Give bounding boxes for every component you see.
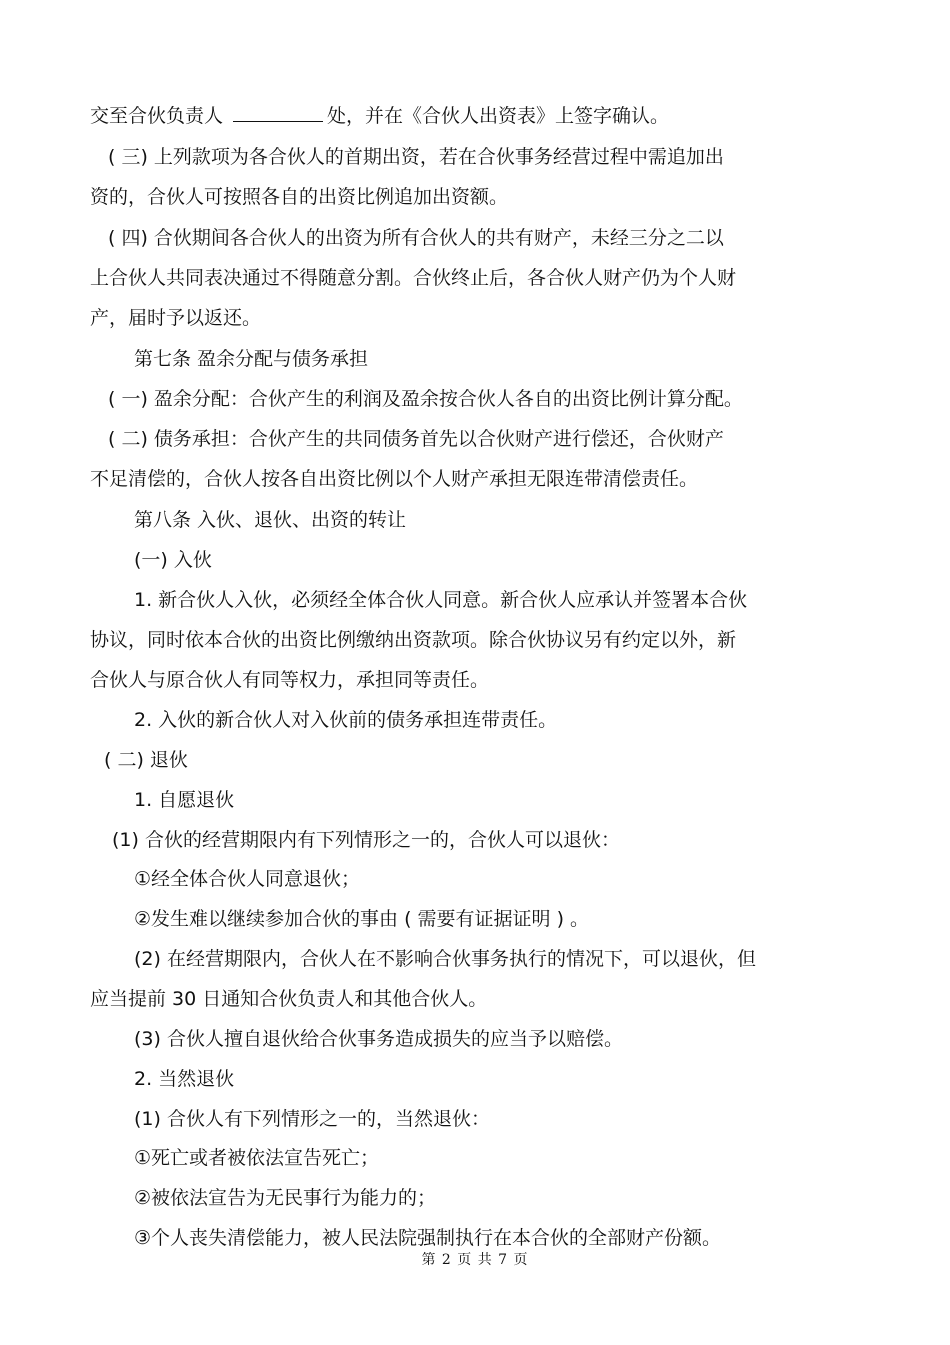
text-line: 应当提前 30 日通知合伙负责人和其他合伙人。 (90, 988, 488, 1010)
text-line (90, 103, 669, 129)
text-line: 合伙人与原合伙人有同等权力，承担同等责任。 (90, 669, 490, 691)
signature-blank (233, 103, 323, 122)
text-line: 协议，同时依本合伙的出资比例缴纳出资款项。除合伙协议另有约定以外，新 (90, 629, 737, 651)
article-heading: 第七条 盈余分配与债务承担 (134, 348, 369, 370)
text-line: 2. 入伙的新合伙人对入伙前的债务承担连带责任。 (134, 709, 558, 731)
text-line: 1. 新合伙人入伙，必须经全体合伙人同意。新合伙人应承认并签署本合伙 (134, 589, 748, 611)
text-line: ( 四) 合伙期间各合伙人的出资为所有合伙人的共有财产，未经三分之二以 (108, 227, 724, 249)
text-line: 不足清偿的，合伙人按各自出资比例以个人财产承担无限连带清偿责任。 (90, 468, 699, 490)
text-segment: 交至合伙负责人 (90, 105, 224, 127)
text-line: (1) 合伙的经营期限内有下列情形之一的，合伙人可以退伙： (112, 829, 620, 851)
text-line: ②发生难以继续参加合伙的事由 ( 需要有证据证明 ) 。 (134, 908, 590, 930)
text-line: ①经全体合伙人同意退伙； (134, 868, 361, 890)
text-line: ②被依法宣告为无民事行为能力的； (134, 1187, 437, 1209)
text-line: 上合伙人共同表决通过不得随意分割。合伙终止后，各合伙人财产仍为个人财 (90, 267, 737, 289)
text-line: ①死亡或者被依法宣告死亡； (134, 1147, 380, 1169)
text-line: ( 三) 上列款项为各合伙人的首期出资，若在合伙事务经营过程中需追加出 (108, 146, 724, 168)
text-segment: 处，并在《合伙人出资表》上签字确认。 (327, 105, 670, 127)
text-line: (3) 合伙人擅自退伙给合伙事务造成损失的应当予以赔偿。 (134, 1028, 623, 1050)
text-line: (一) 入伙 (134, 549, 212, 571)
text-line: 产，届时予以返还。 (90, 307, 262, 329)
text-line: 资的，合伙人可按照各自的出资比例追加出资额。 (90, 186, 509, 208)
text-line: (2) 在经营期限内，合伙人在不影响合伙事务执行的情况下，可以退伙，但 (134, 948, 756, 970)
text-line: 1. 自愿退伙 (134, 789, 235, 811)
text-line: ( 二) 退伙 (104, 749, 188, 771)
text-line: 2. 当然退伙 (134, 1068, 235, 1090)
text-line: ( 二) 债务承担：合伙产生的共同债务首先以合伙财产进行偿还，合伙财产 (108, 428, 724, 450)
page-number: 第 2 页 共 7 页 (421, 1252, 529, 1268)
text-line: ( 一) 盈余分配：合伙产生的利润及盈余按合伙人各自的出资比例计算分配。 (108, 388, 743, 410)
text-line: (1) 合伙人有下列情形之一的，当然退伙： (134, 1108, 490, 1130)
text-line: ③个人丧失清偿能力，被人民法院强制执行在本合伙的全部财产份额。 (134, 1227, 722, 1249)
article-heading: 第八条 入伙、退伙、出资的转让 (134, 509, 407, 531)
